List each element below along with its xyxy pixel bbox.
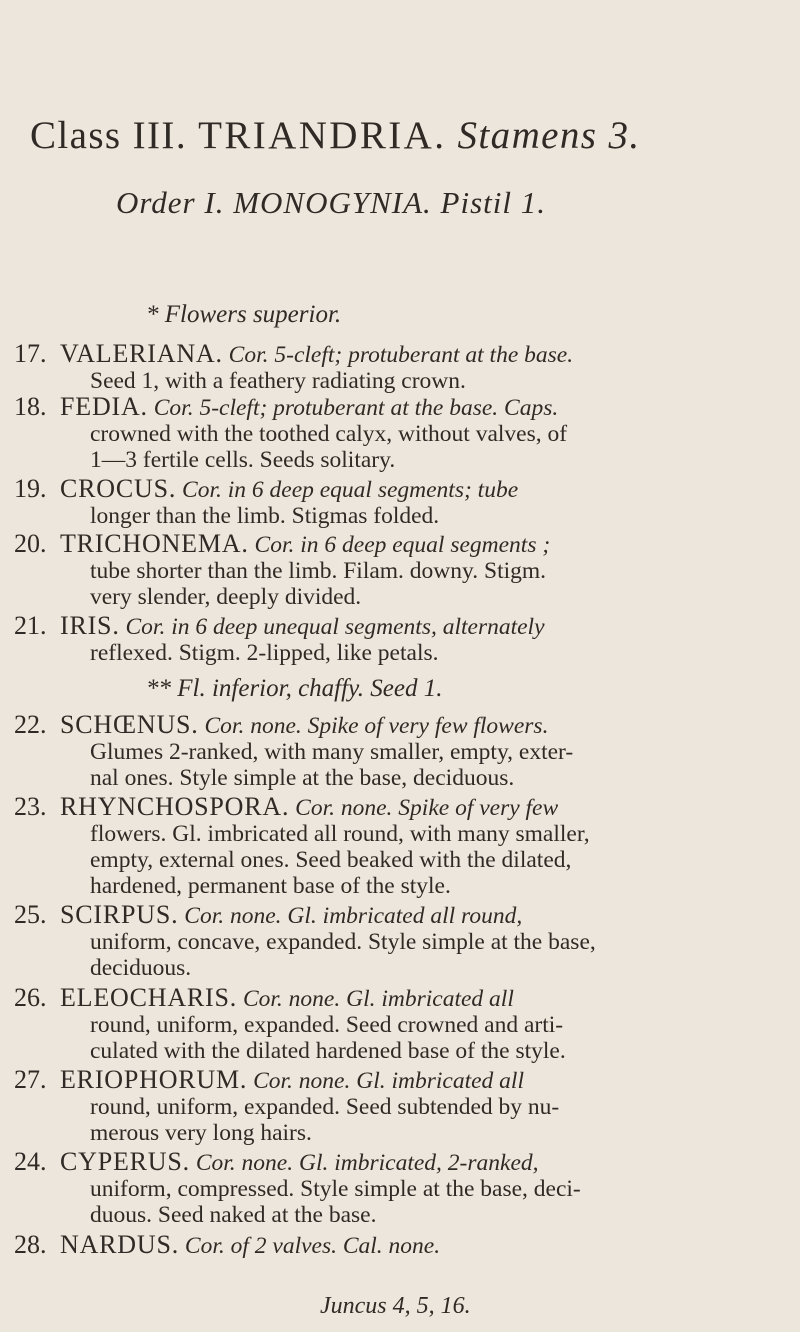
entry-number: 17. [14,339,47,368]
entry-line: uniform, compressed. Style simple at the base, deci- [90,1176,581,1202]
entry-text: Cor. none. Gl. imbricated all [237,986,514,1012]
genus-name: ELEOCHARIS. [60,983,238,1012]
genus-name: SCHŒNUS. [60,710,199,739]
genus-name: SCIRPUS. [60,900,179,929]
order-line: Order I. MONOGYNIA. Pistil 1. [116,185,546,220]
entry-line: deciduous. [90,955,192,981]
entry-first-line [60,340,573,369]
entry-first-line [60,530,550,559]
entry-number: 25. [14,900,47,929]
entry-line: round, uniform, expanded. Seed subtended by nu- [90,1094,560,1120]
entry-number: 20. [14,529,47,558]
entry-number: 23. [14,792,47,821]
entry-first-line [60,475,518,504]
class-heading [30,116,790,155]
class-name: TRIANDRIA. [198,114,447,157]
entry-line: Seed 1, with a feathery radiating crown. [90,368,466,394]
entry-text: Cor. none. Gl. imbricated all round, [178,903,523,929]
genus-name: CROCUS. [60,474,177,503]
entry-first-line [60,1066,524,1095]
entry-number: 26. [14,983,47,1012]
entry-line: merous very long hairs. [90,1120,312,1146]
entry-line: duous. Seed naked at the base. [90,1202,377,1228]
entry-first-line [60,984,514,1013]
section-flowers-inferior: ** Fl. inferior, chaffy. Seed 1. [146,675,443,702]
entry-line: reflexed. Stigm. 2-lipped, like petals. [90,640,439,666]
class-label: Class III. [30,114,187,157]
cross-reference-note: Juncus 4, 5, 16. [320,1293,471,1319]
entry-text: Cor. 5-cleft; protuberant at the base. Caps. [147,395,559,421]
entry-first-line [60,393,558,422]
entry-line: longer than the limb. Stigmas folded. [90,503,440,529]
genus-name: CYPERUS. [60,1147,190,1176]
entry-number: 27. [14,1065,47,1094]
stamens-label: Stamens 3. [457,114,641,157]
genus-name: RHYNCHOSPORA. [60,792,290,821]
entry-text: Cor. in 6 deep unequal segments, alternately [119,614,545,640]
entry-number: 19. [14,474,47,503]
entry-number: 28. [14,1230,47,1259]
entry-first-line [60,901,522,930]
genus-name: VALERIANA. [60,339,223,368]
entry-first-line [60,711,548,740]
entry-line: uniform, concave, expanded. Style simple at the base, [90,929,596,955]
entry-line: round, uniform, expanded. Seed crowned and arti- [90,1012,564,1038]
entry-line: Glumes 2-ranked, with many smaller, empty, exter- [90,739,574,765]
entry-line: crowned with the toothed calyx, without valves, of [90,421,568,447]
genus-name: NARDUS. [60,1230,180,1259]
entry-line: 1—3 fertile cells. Seeds solitary. [90,447,396,473]
entry-text: Cor. in 6 deep equal segments ; [248,532,551,558]
entry-text: Cor. 5-cleft; protuberant at the base. [222,342,574,368]
genus-name: TRICHONEMA. [60,529,249,558]
genus-name: FEDIA. [60,392,148,421]
entry-line: culated with the dilated hardened base of the style. [90,1038,566,1064]
entry-number: 22. [14,710,47,739]
entry-text: Cor. none. Gl. imbricated all [247,1068,524,1094]
entry-first-line [60,1231,440,1260]
entry-text: Cor. in 6 deep equal segments; tube [176,477,519,503]
entry-line: empty, external ones. Seed beaked with the dilated, [90,847,572,873]
entry-text: Cor. none. Spike of very few [289,795,559,821]
entry-first-line [60,1148,539,1177]
entry-first-line [60,793,558,822]
entry-text: Cor. of 2 valves. Cal. none. [179,1233,441,1259]
section-flowers-superior: * Flowers superior. [146,301,342,328]
entry-line: flowers. Gl. imbricated all round, with many smaller, [90,821,590,847]
genus-name: IRIS. [60,611,120,640]
entry-line: nal ones. Style simple at the base, deciduous. [90,765,515,791]
entry-line: very slender, deeply divided. [90,584,362,610]
entry-number: 18. [14,392,47,421]
entry-number: 24. [14,1147,47,1176]
entry-text: Cor. none. Spike of very few flowers. [198,713,549,739]
entry-line: tube shorter than the limb. Filam. downy. Stigm. [90,558,547,584]
entry-text: Cor. none. Gl. imbricated, 2-ranked, [189,1150,539,1176]
entry-line: hardened, permanent base of the style. [90,873,451,899]
entry-number: 21. [14,611,47,640]
entry-first-line [60,612,545,641]
genus-name: ERIOPHORUM. [60,1065,248,1094]
